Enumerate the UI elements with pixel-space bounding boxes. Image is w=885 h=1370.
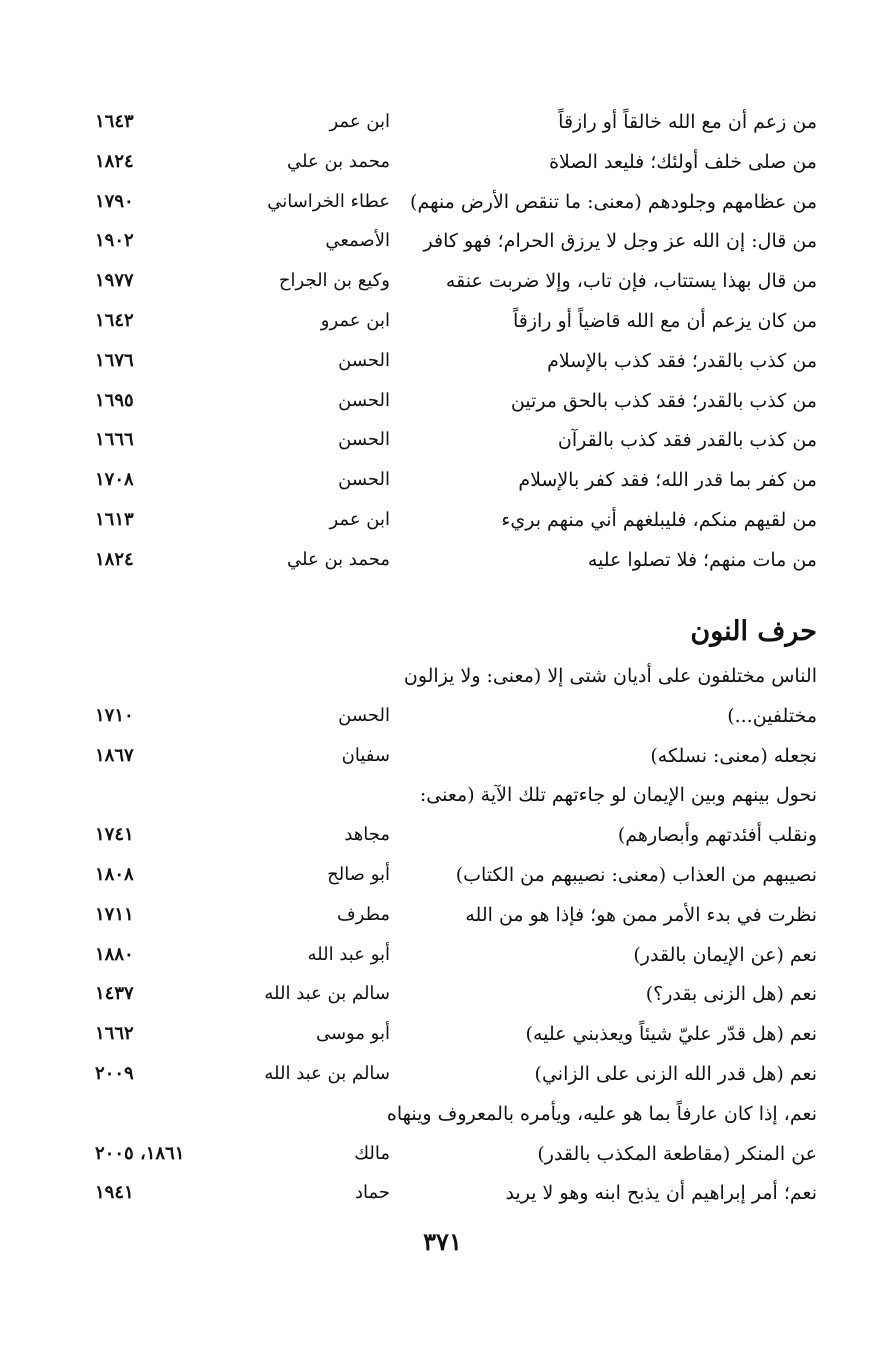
index-entry <box>0 1054 885 1094</box>
entry-text: نعم (هل الزنى بقدر؟) <box>645 983 817 1006</box>
index-entry <box>0 1173 885 1213</box>
entry-narrator: ابن عمر <box>329 111 390 132</box>
entry-reference: ١٧٩٠ <box>95 190 134 212</box>
entry-text: من كفر بما قدر الله؛ فقد كفر بالإسلام <box>518 469 817 492</box>
entry-narrator: أبو صالح <box>327 864 390 885</box>
index-entry <box>0 301 885 341</box>
entry-reference: ٢٠٠٩ <box>95 1063 134 1084</box>
entry-text: من زعم أن مع الله خالقاً أو رازقاً <box>558 111 817 133</box>
index-entry <box>0 895 885 935</box>
entry-reference: ١٨٨٠ <box>95 943 134 965</box>
entry-narrator: الحسن <box>338 389 390 411</box>
entry-narrator: ابن عمر <box>329 509 390 530</box>
index-entry <box>0 221 885 261</box>
entry-text: نعم؛ أمر إبراهيم أن يذبح ابنه وهو لا يريد <box>505 1182 817 1205</box>
page-number: ٣٧١ <box>423 1227 462 1256</box>
index-entry <box>0 381 885 421</box>
entry-narrator: سفيان <box>341 744 390 766</box>
index-entry <box>0 974 885 1014</box>
entry-reference: ١٩٠٢ <box>95 230 134 252</box>
entry-narrator: أبو موسى <box>315 1023 390 1045</box>
entry-narrator: حماد <box>354 1182 390 1204</box>
entry-text: نعم، إذا كان عارفاً بما هو عليه، ويأمره بالمعروف وينهاه <box>386 1102 817 1125</box>
entry-text: نحول بينهم وبين الإيمان لو جاءتهم تلك الآية (معنى: <box>419 784 817 807</box>
entry-reference: ١٨٦١، ٢٠٠٥ <box>95 1142 185 1164</box>
entry-narrator: مجاهد <box>344 824 390 846</box>
entry-text: نجعله (معنى: نسلكه) <box>650 744 817 767</box>
entry-text: من كذب بالقدر؛ فقد كذب بالإسلام <box>547 349 817 372</box>
index-entry <box>0 500 885 540</box>
entry-narrator: أبو عبد الله <box>307 943 390 965</box>
entry-reference: ١٦٩٥ <box>95 389 134 411</box>
entry-text: نظرت في بدء الأمر ممن هو؛ فإذا هو من الله <box>465 903 817 926</box>
entry-narrator: الحسن <box>338 704 390 726</box>
entry-narrator: محمد بن علي <box>287 548 390 570</box>
entry-narrator: الحسن <box>338 349 390 371</box>
entry-reference: ١٨٠٨ <box>95 864 134 885</box>
entry-reference: ١٨٢٤ <box>95 150 134 172</box>
entry-text: مختلفين...) <box>727 704 817 727</box>
index-entry <box>0 656 885 696</box>
entry-narrator: وكيع بن الجراح <box>278 270 390 292</box>
entry-reference: ١٦٧٦ <box>95 349 134 371</box>
index-entry <box>0 341 885 381</box>
entry-text: نعم (هل قدر الله الزنى على الزاني) <box>534 1063 817 1085</box>
entry-narrator: محمد بن علي <box>287 150 390 172</box>
entry-text: من قال: إن الله عز وجل لا يرزق الحرام؛ فهو كافر <box>423 230 817 253</box>
index-entry <box>0 142 885 182</box>
index-entry <box>0 855 885 895</box>
entry-reference: ١٧١١ <box>95 903 134 925</box>
entry-reference: ١٦١٣ <box>95 509 134 530</box>
entry-narrator: مطرف <box>337 903 390 925</box>
entry-reference: ١٨٢٤ <box>95 548 134 570</box>
index-entry <box>0 935 885 975</box>
entry-reference: ١٦٦٢ <box>95 1023 134 1045</box>
entry-text: من مات منهم؛ فلا تصلوا عليه <box>587 548 817 571</box>
entry-reference: ١٧٤١ <box>95 824 134 846</box>
section-heading: حرف النون <box>690 616 817 647</box>
index-entry <box>0 420 885 460</box>
entry-text: نصيبهم من العذاب (معنى: نصيبهم من الكتاب) <box>455 864 817 886</box>
index-entry <box>0 775 885 815</box>
entry-narrator: مالك <box>354 1142 390 1164</box>
entry-narrator: ابن عمرو <box>320 310 390 331</box>
index-entry <box>0 815 885 855</box>
entry-narrator: الأصمعي <box>325 230 390 252</box>
entry-text: الناس مختلفون على أديان شتى إلا (معنى: ولا يزالون <box>403 665 817 687</box>
entry-text: نعم (هل قدّر عليّ شيئاً ويعذبني عليه) <box>525 1023 817 1046</box>
index-entry <box>0 1014 885 1054</box>
entry-reference: ١٧٠٨ <box>95 469 134 491</box>
entry-reference: ١٦٦٦ <box>95 429 134 451</box>
entry-text: من كذب بالقدر؛ فقد كذب بالحق مرتين <box>510 389 817 412</box>
entry-text: من كان يزعم أن مع الله قاضياً أو رازقاً <box>512 310 817 332</box>
index-entry <box>0 1134 885 1174</box>
entry-narrator: الحسن <box>338 429 390 451</box>
entry-narrator: سالم بن عبد الله <box>264 983 390 1005</box>
index-entry <box>0 696 885 736</box>
entry-reference: ١٤٣٧ <box>95 983 134 1005</box>
entry-reference: ١٦٤٣ <box>95 111 134 132</box>
entry-reference: ١٩٧٧ <box>95 270 134 292</box>
entry-narrator: سالم بن عبد الله <box>264 1063 390 1084</box>
entry-text: من لقيهم منكم، فليبلغهم أني منهم بريء <box>501 509 817 531</box>
entry-narrator: عطاء الخراساني <box>267 190 390 212</box>
entry-text: من قال بهذا يستتاب، فإن تاب، وإلا ضربت عنقه <box>445 270 817 293</box>
index-entry <box>0 540 885 580</box>
index-entry <box>0 1094 885 1134</box>
entry-text: عن المنكر (مقاطعة المكذب بالقدر) <box>537 1142 817 1165</box>
entry-reference: ١٨٦٧ <box>95 744 134 766</box>
entry-reference: ١٦٤٢ <box>95 310 134 331</box>
entry-text: من عظامهم وجلودهم (معنى: ما تنقص الأرض منهم) <box>410 190 817 213</box>
entry-text: نعم (عن الإيمان بالقدر) <box>633 943 817 966</box>
entry-text: من كذب بالقدر فقد كذب بالقرآن <box>557 429 817 452</box>
entry-text: من صلى خلف أولئك؛ فليعد الصلاة <box>549 150 817 173</box>
index-entry <box>0 460 885 500</box>
entry-narrator: الحسن <box>338 469 390 491</box>
index-entry <box>0 182 885 222</box>
index-entry <box>0 261 885 301</box>
index-entry <box>0 736 885 776</box>
entry-text: ونقلب أفئدتهم وأبصارهم) <box>617 824 817 847</box>
entry-reference: ١٩٤١ <box>95 1182 134 1204</box>
index-entry <box>0 102 885 142</box>
entry-reference: ١٧١٠ <box>95 704 134 726</box>
